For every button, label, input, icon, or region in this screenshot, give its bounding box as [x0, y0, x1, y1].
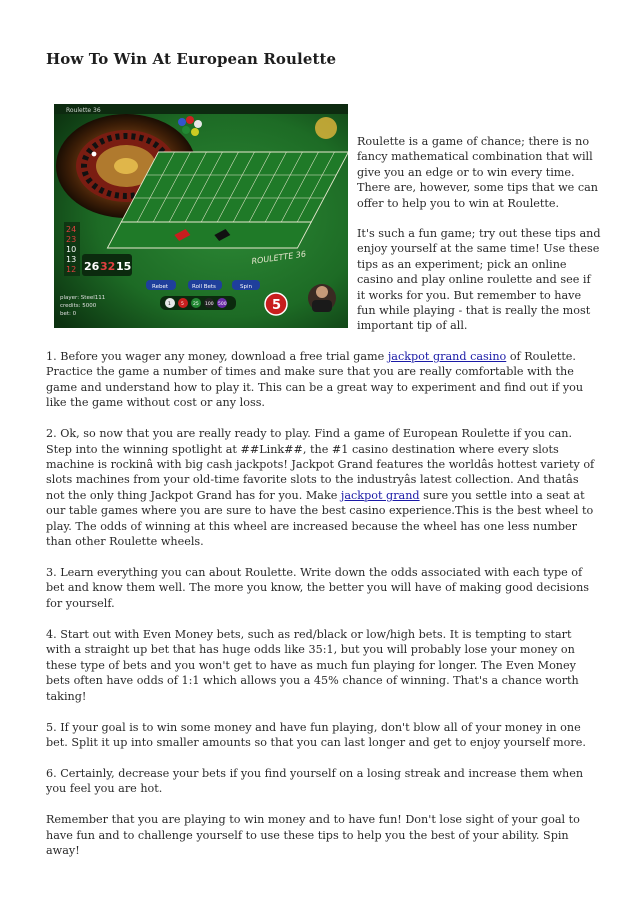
recent-number: 10	[66, 245, 77, 254]
text-span: 2. Ok, so now that you are really ready to play. Find a game of European Roulette if you can. Step into the winning spotlight at ##Link##, the #1 casino destination where every slots machine is rockinâ with big cash jackpots! Jackpot Grand features the worldâs hottest variety of slots machines from your old-time favorite slots to the industryâs latest collection. And thatâs not the only thing Jackpot Grand has for you. Make	[46, 427, 595, 502]
recent-number: 23	[66, 235, 77, 244]
player-label: player: Steel111	[60, 295, 106, 301]
tip-paragraph-6: 6. Certainly, decrease your bets if you find yourself on a losing streak and increase them when you feel you are hot.	[46, 766, 584, 796]
article-body	[46, 349, 598, 874]
jackpot-grand-link[interactable]: jackpot grand	[340, 488, 420, 502]
credits-label: credits: 5000	[60, 303, 97, 309]
text-span: sure you settle into a seat at our table games where you are sure to have the best casino experience.This is the best wheel to play. The odds of winning at this wheel are increased because the wheel has one less number than other Roulette wheels.	[46, 488, 594, 549]
chip-value: 25	[193, 302, 199, 307]
tip-paragraph-5: 5. If your goal is to win some money and have fun playing, don't blow all of your money in one bet. Split it up into smaller amounts so that you can last longer and get to enjoy yourself more.	[46, 720, 586, 749]
highlight-number: 32	[100, 260, 116, 273]
intro-text	[357, 134, 601, 349]
intro-paragraph: It's such a fun game; try out these tips and enjoy yourself at the same time! Use these tips as an experiment; pick an online casino and play online roulette and see if it works for you. But remember to have fun while playing - that is really the most important tip of all.	[357, 227, 601, 333]
rebet-label: Rebet	[152, 284, 168, 290]
tip-paragraph-2	[46, 426, 598, 549]
recent-number: 12	[66, 265, 77, 274]
bet-label: bet: 0	[60, 311, 77, 317]
chip-value: 1	[168, 302, 171, 307]
chip-value: 500	[218, 302, 227, 307]
intro-paragraph: Roulette is a game of chance; there is no fancy mathematical combination that will give you an edge or to win every time. There are, however, some tips that we can offer to help you to win at Roulette.	[357, 135, 598, 210]
window-title: Roulette 36	[66, 107, 101, 114]
page-title: How To Win At European Roulette	[46, 50, 337, 68]
chip-value: 100	[205, 302, 214, 307]
recent-number: 24	[66, 225, 77, 234]
closing-paragraph: Remember that you are playing to win money and to have fun! Don't lose sight of your goal to have fun and to challenge yourself to use these tips to help you the best of your ability. Spin away!	[46, 813, 580, 858]
recent-number: 13	[66, 255, 77, 264]
text-span: 1. Before you wager any money, download a free trial game	[46, 350, 388, 363]
jackpot-grand-casino-link[interactable]: jackpot grand casino	[387, 350, 507, 363]
spin-label: Spin	[240, 284, 252, 290]
roll-bets-label: Roll Bets	[192, 284, 216, 290]
text-span: of Roulette. Practice the game a number of times and make sure that you are really comfortable with the game and understand how to play it. This can be a great way to experiment and find out if you like the game without cost or any loss.	[46, 350, 584, 410]
tip-paragraph-3: 3. Learn everything you can about Roulette. Write down the odds associated with each type of bet and know them well. The more you know, the better you will have of making good decisions for yourself.	[46, 566, 590, 610]
result-number: 5	[272, 298, 282, 313]
tip-paragraph-4: 4. Start out with Even Money bets, such as red/black or low/high bets. It is tempting to start with a straight up bet that has huge odds like 35:1, but you will probably lose your money on these type of bets and you won't get to have as much fun playing for longer. The Even Money bets often have odds of 1:1 which allows you a 45% chance of winning. That's a chance worth taking!	[46, 627, 579, 703]
highlight-number: 15	[116, 260, 132, 273]
roulette-game-screenshot	[54, 104, 348, 328]
chip-value: 5	[181, 302, 184, 307]
highlight-number: 26	[84, 260, 100, 273]
tip-paragraph-1	[46, 349, 598, 411]
table-brand: ROULETTE 36	[251, 249, 307, 266]
